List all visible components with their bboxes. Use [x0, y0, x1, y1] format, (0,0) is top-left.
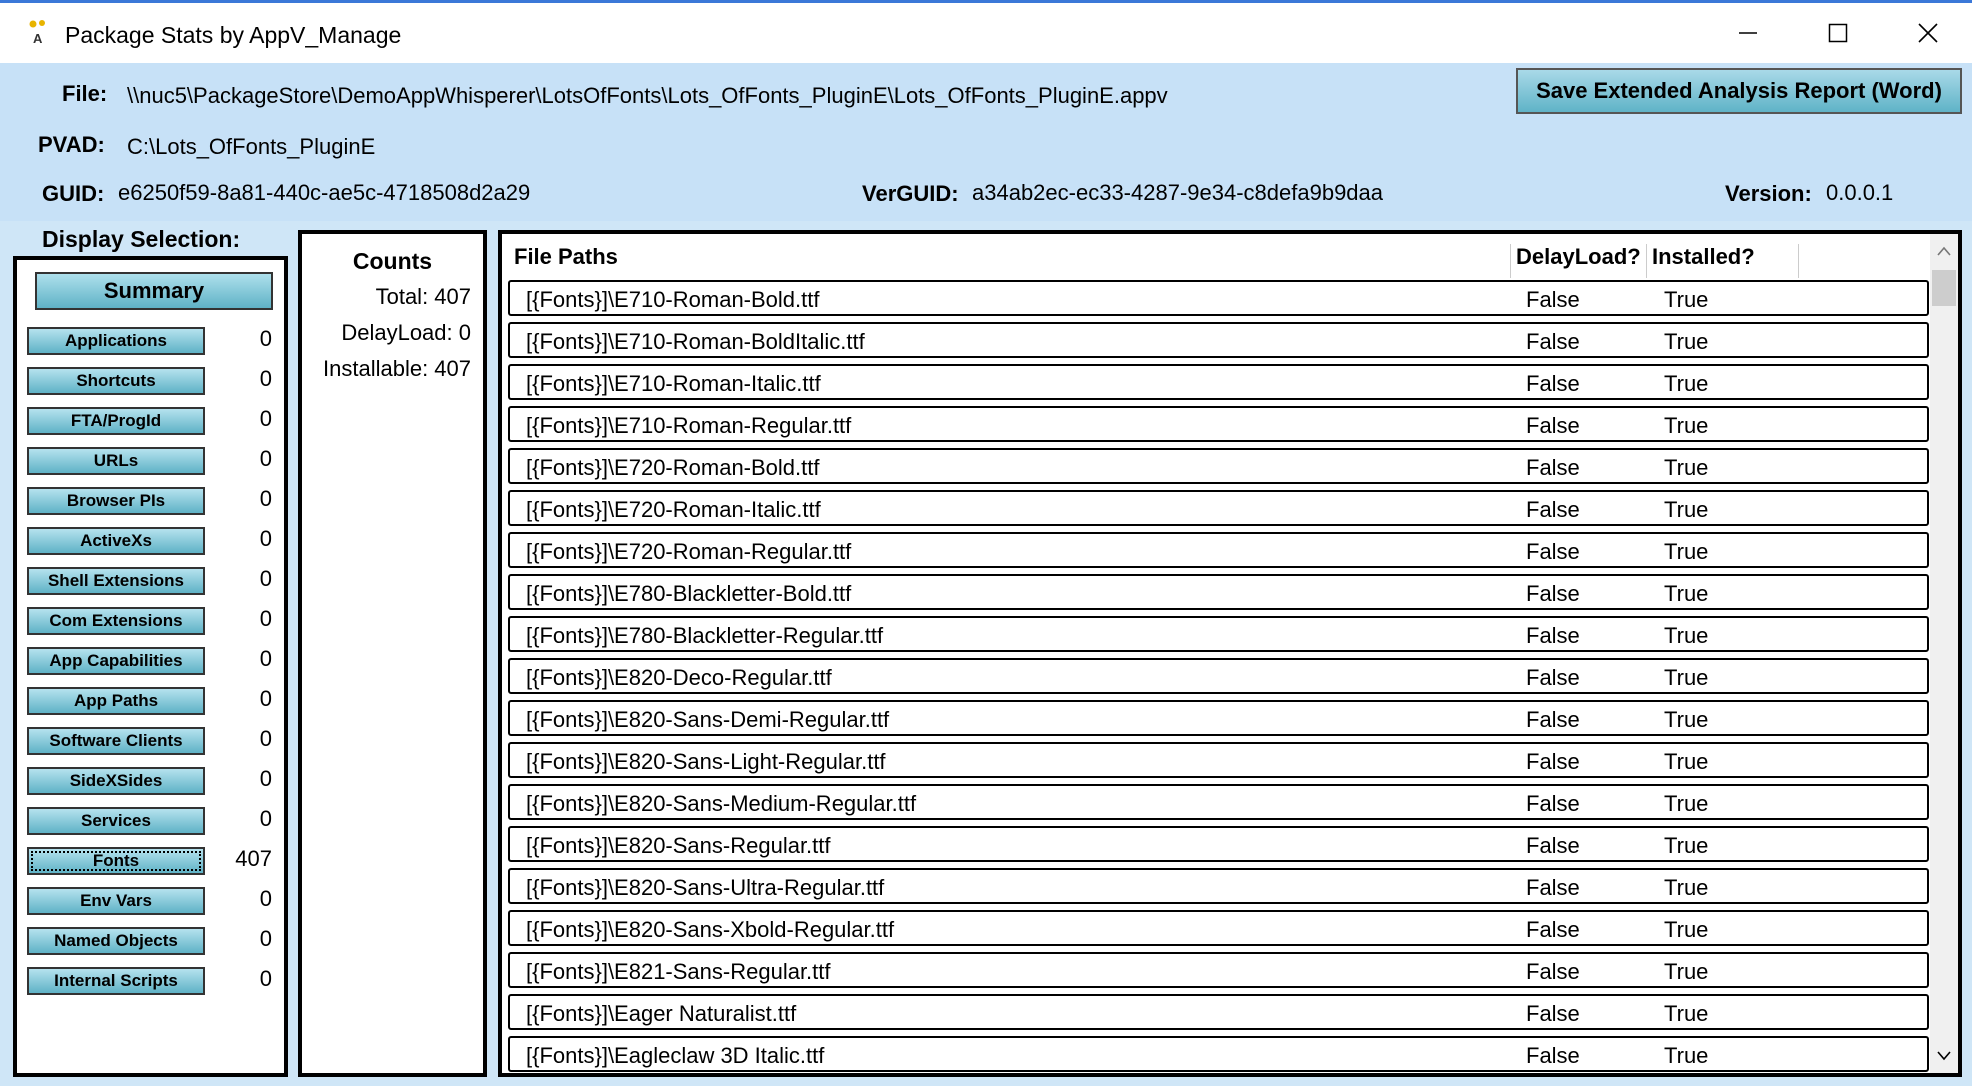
file-path-cell: [{Fonts}]\E720-Roman-Regular.ttf: [526, 539, 852, 564]
save-report-button[interactable]: Save Extended Analysis Report (Word): [1516, 68, 1962, 114]
app-icon: [28, 19, 50, 45]
installable-count: Installable: 407: [323, 356, 471, 381]
selection-button-fonts[interactable]: Fonts: [27, 847, 205, 875]
delayload-cell: False: [1526, 413, 1580, 438]
installed-cell: True: [1664, 1043, 1709, 1068]
guid-label: GUID:: [42, 181, 105, 206]
delayload-cell: False: [1526, 539, 1580, 564]
selection-button-fta-progid[interactable]: FTA/ProgId: [27, 407, 205, 435]
installed-cell: True: [1664, 665, 1709, 690]
installed-cell: True: [1664, 707, 1709, 732]
installed-cell: True: [1664, 917, 1709, 942]
delayload-cell: False: [1526, 749, 1580, 774]
selection-count: 0: [259, 366, 272, 391]
table-row[interactable]: [508, 616, 1929, 652]
table-row[interactable]: [508, 1036, 1929, 1072]
installed-cell: True: [1664, 749, 1709, 774]
selection-button-shell-extensions[interactable]: Shell Extensions: [27, 567, 205, 595]
table-row[interactable]: [508, 490, 1929, 526]
table-row[interactable]: [508, 406, 1929, 442]
scroll-up-icon[interactable]: [1930, 236, 1958, 266]
installed-cell: True: [1664, 497, 1709, 522]
delayload-cell: False: [1526, 1001, 1580, 1026]
file-label: File:: [62, 81, 108, 106]
selection-button-applications[interactable]: Applications: [27, 327, 205, 355]
delayload-cell: False: [1526, 959, 1580, 984]
selection-count: 0: [259, 486, 272, 511]
header-delayload[interactable]: DelayLoad?: [1516, 244, 1641, 269]
selection-panel: [13, 256, 288, 1077]
file-path-cell: [{Fonts}]\E820-Sans-Medium-Regular.ttf: [526, 791, 917, 816]
selection-button-software-clients[interactable]: Software Clients: [27, 727, 205, 755]
delayload-cell: False: [1526, 875, 1580, 900]
file-path-cell: [{Fonts}]\Eagleclaw 3D Italic.ttf: [526, 1043, 825, 1068]
display-selection-title: Display Selection:: [42, 226, 241, 252]
table-row[interactable]: [508, 574, 1929, 610]
selection-button-urls[interactable]: URLs: [27, 447, 205, 475]
verguid-label: VerGUID:: [862, 181, 959, 206]
file-path-cell: [{Fonts}]\E720-Roman-Italic.ttf: [526, 497, 821, 522]
selection-count: 0: [259, 526, 272, 551]
table-row[interactable]: [508, 364, 1929, 400]
delayload-cell: False: [1526, 665, 1580, 690]
table-row[interactable]: [508, 448, 1929, 484]
table-row[interactable]: [508, 910, 1929, 946]
selection-count: 0: [259, 566, 272, 591]
selection-count: 407: [235, 846, 272, 871]
selection-button-internal-scripts[interactable]: Internal Scripts: [27, 967, 205, 995]
file-path-cell: [{Fonts}]\E720-Roman-Bold.ttf: [526, 455, 820, 480]
delayload-cell: False: [1526, 791, 1580, 816]
selection-count: 0: [259, 326, 272, 351]
version-label: Version:: [1725, 181, 1812, 206]
installed-cell: True: [1664, 623, 1709, 648]
delayload-cell: False: [1526, 371, 1580, 396]
table-row[interactable]: [508, 784, 1929, 820]
selection-count: 0: [259, 766, 272, 791]
delayload-cell: False: [1526, 287, 1580, 312]
selection-button-app-capabilities[interactable]: App Capabilities: [27, 647, 205, 675]
vertical-scrollbar[interactable]: [1930, 234, 1958, 1073]
delayload-cell: False: [1526, 455, 1580, 480]
window-title: Package Stats by AppV_Manage: [65, 22, 402, 48]
selection-count: 0: [259, 606, 272, 631]
file-path-cell: [{Fonts}]\E820-Sans-Light-Regular.ttf: [526, 749, 886, 774]
table-row[interactable]: [508, 700, 1929, 736]
delayload-cell: False: [1526, 581, 1580, 606]
table-row[interactable]: [508, 532, 1929, 568]
total-count: Total: 407: [375, 284, 471, 309]
svg-text:A: A: [33, 31, 43, 45]
file-path-cell: [{Fonts}]\E820-Sans-Ultra-Regular.ttf: [526, 875, 885, 900]
column-divider[interactable]: [1510, 244, 1511, 278]
selection-button-env-vars[interactable]: Env Vars: [27, 887, 205, 915]
installed-cell: True: [1664, 371, 1709, 396]
counts-panel: [298, 230, 487, 1077]
selection-button-com-extensions[interactable]: Com Extensions: [27, 607, 205, 635]
file-path-cell: [{Fonts}]\Eager Naturalist.ttf: [526, 1001, 797, 1026]
file-paths-table: [498, 230, 1962, 1077]
selection-count: 0: [259, 886, 272, 911]
file-path-cell: [{Fonts}]\E710-Roman-BoldItalic.ttf: [526, 329, 865, 354]
minimize-icon: [1738, 23, 1758, 48]
close-button[interactable]: [1898, 13, 1958, 57]
selection-button-browser-pis[interactable]: Browser PIs: [27, 487, 205, 515]
verguid-value: a34ab2ec-ec33-4287-9e34-c8defa9b9daa: [972, 180, 1384, 205]
installed-cell: True: [1664, 329, 1709, 354]
close-icon: [1917, 22, 1939, 49]
selection-count: 0: [259, 726, 272, 751]
installed-cell: True: [1664, 791, 1709, 816]
column-divider[interactable]: [1798, 244, 1799, 278]
maximize-icon: [1828, 23, 1848, 48]
delayload-count: DelayLoad: 0: [341, 320, 471, 345]
file-path-cell: [{Fonts}]\E710-Roman-Bold.ttf: [526, 287, 820, 312]
selection-button-sidexsides[interactable]: SideXSides: [27, 767, 205, 795]
table-row[interactable]: [508, 952, 1929, 988]
selection-button-named-objects[interactable]: Named Objects: [27, 927, 205, 955]
header-installed[interactable]: Installed?: [1652, 244, 1755, 269]
guid-value: e6250f59-8a81-440c-ae5c-4718508d2a29: [118, 180, 531, 205]
installed-cell: True: [1664, 833, 1709, 858]
file-path-cell: [{Fonts}]\E820-Sans-Demi-Regular.ttf: [526, 707, 890, 732]
selection-count: 0: [259, 446, 272, 471]
delayload-cell: False: [1526, 497, 1580, 522]
delayload-cell: False: [1526, 707, 1580, 732]
installed-cell: True: [1664, 413, 1709, 438]
pvad-value: C:\Lots_OfFonts_PluginE: [127, 134, 376, 159]
file-path-cell: [{Fonts}]\E710-Roman-Italic.ttf: [526, 371, 821, 396]
column-divider[interactable]: [1646, 244, 1647, 278]
delayload-cell: False: [1526, 623, 1580, 648]
selection-count: 0: [259, 926, 272, 951]
header-file-paths[interactable]: File Paths: [514, 244, 618, 269]
version-value: 0.0.0.1: [1826, 180, 1894, 205]
selection-count: 0: [259, 806, 272, 831]
scroll-down-icon[interactable]: [1930, 1041, 1958, 1071]
delayload-cell: False: [1526, 833, 1580, 858]
file-path-value: \\nuc5\PackageStore\DemoAppWhisperer\LotsOfFonts\Lots_OfFonts_PluginE\Lots_OfFonts_PluginE.appv: [127, 83, 1168, 108]
delayload-cell: False: [1526, 917, 1580, 942]
selection-button-shortcuts[interactable]: Shortcuts: [27, 367, 205, 395]
table-row[interactable]: [508, 868, 1929, 904]
installed-cell: True: [1664, 875, 1709, 900]
table-row[interactable]: [508, 280, 1929, 316]
counts-title: Counts: [352, 248, 433, 274]
pvad-label: PVAD:: [38, 132, 105, 157]
installed-cell: True: [1664, 959, 1709, 984]
selection-button-app-paths[interactable]: App Paths: [27, 687, 205, 715]
maximize-button[interactable]: [1808, 13, 1868, 57]
installed-cell: True: [1664, 539, 1709, 564]
file-path-cell: [{Fonts}]\E821-Sans-Regular.ttf: [526, 959, 831, 984]
selection-button-activexs[interactable]: ActiveXs: [27, 527, 205, 555]
table-row[interactable]: [508, 742, 1929, 778]
file-path-cell: [{Fonts}]\E820-Deco-Regular.ttf: [526, 665, 832, 690]
file-path-cell: [{Fonts}]\E780-Blackletter-Regular.ttf: [526, 623, 884, 648]
delayload-cell: False: [1526, 1043, 1580, 1068]
installed-cell: True: [1664, 1001, 1709, 1026]
scroll-thumb[interactable]: [1932, 270, 1956, 306]
table-row[interactable]: [508, 322, 1929, 358]
table-row[interactable]: [508, 994, 1929, 1030]
selection-count: 0: [259, 686, 272, 711]
file-path-cell: [{Fonts}]\E780-Blackletter-Bold.ttf: [526, 581, 852, 606]
selection-button-services[interactable]: Services: [27, 807, 205, 835]
package-header: [0, 63, 1972, 221]
file-path-cell: [{Fonts}]\E710-Roman-Regular.ttf: [526, 413, 852, 438]
selection-count: 0: [259, 406, 272, 431]
file-path-cell: [{Fonts}]\E820-Sans-Regular.ttf: [526, 833, 831, 858]
table-row[interactable]: [508, 826, 1929, 862]
table-row[interactable]: [508, 658, 1929, 694]
selection-count: 0: [259, 966, 272, 991]
installed-cell: True: [1664, 455, 1709, 480]
minimize-button[interactable]: [1718, 13, 1778, 57]
title-bar: [0, 0, 1972, 63]
installed-cell: True: [1664, 287, 1709, 312]
delayload-cell: False: [1526, 329, 1580, 354]
installed-cell: True: [1664, 581, 1709, 606]
selection-count: 0: [259, 646, 272, 671]
file-path-cell: [{Fonts}]\E820-Sans-Xbold-Regular.ttf: [526, 917, 895, 942]
summary-button[interactable]: Summary: [35, 272, 273, 310]
